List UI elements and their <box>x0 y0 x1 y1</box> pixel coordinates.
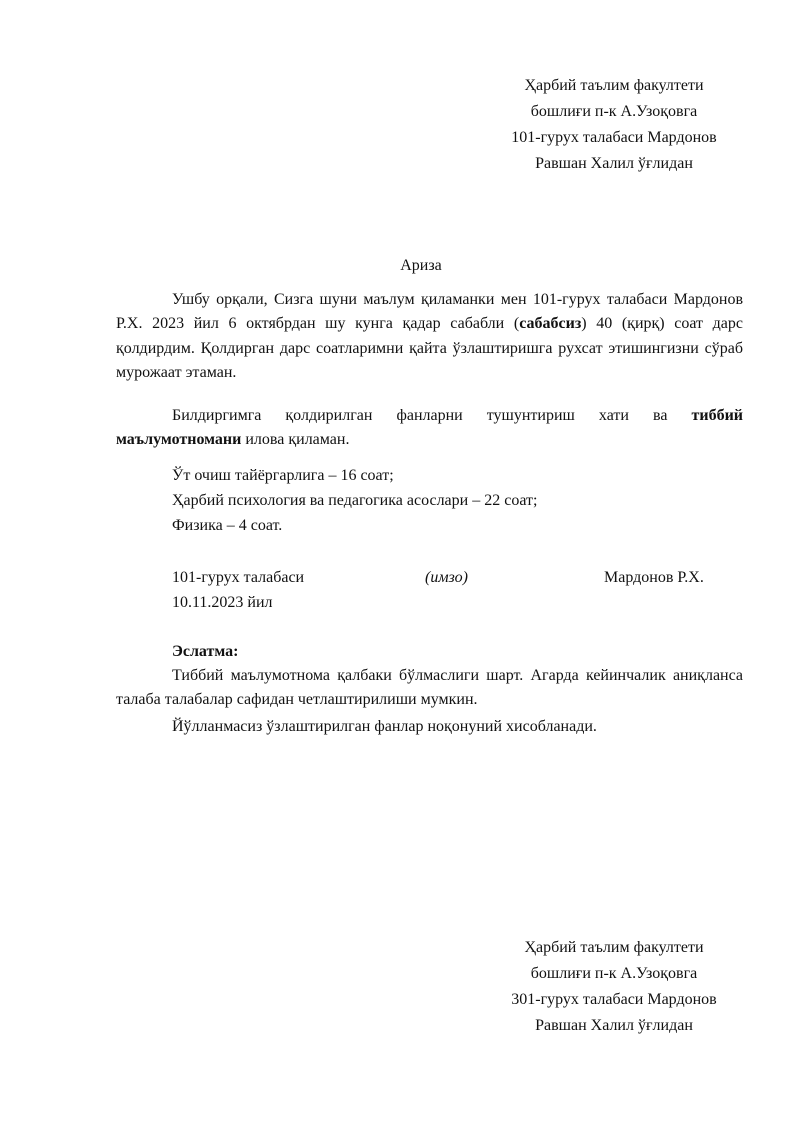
list-item: Ўт очиш тайёргарлига – 16 соат; <box>172 467 394 484</box>
addressee-block-bottom <box>440 935 788 1039</box>
signature-date: 10.11.2023 йил <box>172 594 273 611</box>
paragraph-text: Билдиргимга қолдирилган фанларни тушунтириш хати ва <box>172 407 692 424</box>
application-paragraph-1 <box>116 288 743 385</box>
document-title: Ариза <box>400 257 442 274</box>
sender-name: Равшан Халил ўғлидан <box>535 155 693 172</box>
sender-group: 301-гурух талабаси Мардонов <box>511 991 717 1008</box>
addressee-head: бошлиғи п-к А.Узоқовга <box>530 103 698 120</box>
paragraph-bold-text: тиббий маълумотномани <box>116 407 743 449</box>
sender-group: 101-гурух талабаси Мардонов <box>511 129 717 146</box>
note-paragraph-1: Тиббий маълумотнома қалбаки бўлмаслиги шарт. Агарда кейинчалик аниқланса талаба талабалар сафидан четлаштирилиши мумкин. <box>116 667 743 709</box>
paragraph-text: Ушбу орқали, Сизга шуни маълум қиламанки мен 101-гурух талабаси Мардонов Р.Х. 2023 йил 6 октябрдан шу кунга қадар сабабли ( <box>116 291 743 333</box>
signature-placeholder: (имзо) <box>425 569 468 586</box>
signature-role: 101-гурух талабаси <box>172 569 305 586</box>
paragraph-bold-text: сабабсиз <box>519 315 582 333</box>
paragraph-text: ) 40 (қирқ) соат дарс қолдирдим. Қолдирган дарс соатларимни қайта ўзлаштиришга рухсат этишингизни сўраб мурожаат этаман. <box>116 315 744 381</box>
note-paragraph-2: Йўлланмасиз ўзлаштирилган фанлар ноқонуний хисобланади. <box>172 718 597 735</box>
sender-name: Равшан Халил ўғлидан <box>535 1017 693 1034</box>
missed-subjects-list <box>172 463 537 538</box>
note-title: Эслатма: <box>172 643 239 660</box>
addressee-block-top <box>440 73 788 177</box>
signature-name: Мардонов Р.Х. <box>604 569 704 586</box>
application-paragraph-2 <box>116 404 743 453</box>
list-item: Ҳарбий психология ва педагогика асослари – 22 соат; <box>172 492 538 509</box>
addressee-faculty: Ҳарбий таълим факултети <box>524 77 704 94</box>
addressee-head: бошлиғи п-к А.Узоқовга <box>530 965 698 982</box>
paragraph-text: илова қиламан. <box>241 431 350 449</box>
list-item: Физика – 4 соат. <box>172 517 283 534</box>
addressee-faculty: Ҳарбий таълим факултети <box>524 939 704 956</box>
